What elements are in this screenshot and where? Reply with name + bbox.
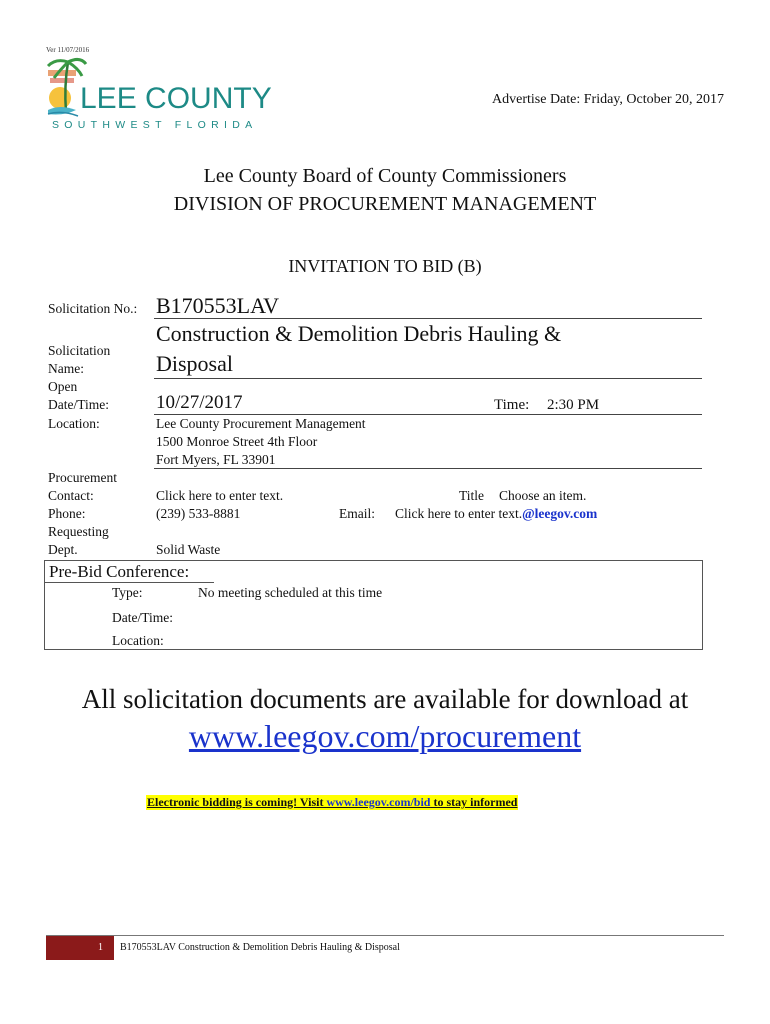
logo-main-text: LEE COUNTY <box>80 82 272 115</box>
prebid-title: Pre-Bid Conference: <box>49 562 190 581</box>
dept-label: Dept. <box>48 542 78 557</box>
title-label: Title <box>459 488 485 503</box>
phone-value: (239) 533-8881 <box>156 506 241 521</box>
page-number-box <box>46 936 114 960</box>
procurement-link[interactable]: www.leegov.com/procurement <box>188 718 582 754</box>
download-message: All solicitation documents are available for download at <box>81 684 689 714</box>
prebid-type-value: No meeting scheduled at this time <box>198 585 383 600</box>
board-title: Lee County Board of County Commissioners <box>203 165 567 187</box>
solicitation-label: Solicitation <box>48 343 111 358</box>
solicitation-no-value: B170553LAV <box>156 293 280 318</box>
logo-sub-text: SOUTHWEST FLORIDA <box>52 119 258 131</box>
location-label: Location: <box>48 416 100 431</box>
divider <box>154 468 702 469</box>
location-line1: Lee County Procurement Management <box>156 416 366 431</box>
requesting-label: Requesting <box>48 524 109 539</box>
email-label: Email: <box>339 506 375 521</box>
email-field[interactable] <box>395 505 597 523</box>
open-date-value: 10/27/2017 <box>156 392 243 413</box>
phone-label: Phone: <box>48 506 86 521</box>
division-title: DIVISION OF PROCUREMENT MANAGEMENT <box>173 193 597 215</box>
title-dropdown[interactable]: Choose an item. <box>499 488 587 503</box>
divider <box>154 378 702 379</box>
email-domain: @leegov.com <box>522 506 598 521</box>
time-label: Time: <box>494 397 530 413</box>
solicitation-name-line1: Construction & Demolition Debris Hauling & <box>156 321 562 346</box>
bid-link[interactable]: www.leegov.com/bid <box>326 795 431 809</box>
name-label: Name: <box>48 361 84 376</box>
page-number: 1 <box>98 942 103 953</box>
notice-text-2: to stay informed <box>430 795 518 809</box>
footer-text: B170553LAV Construction & Demolition Debris Hauling & Disposal <box>120 942 400 953</box>
divider <box>44 582 214 583</box>
invitation-title: INVITATION TO BID (B) <box>288 256 482 276</box>
prebid-location-label: Location: <box>112 633 164 648</box>
time-value: 2:30 PM <box>547 397 600 413</box>
contact-field[interactable]: Click here to enter text. <box>156 488 284 503</box>
prebid-datetime-label: Date/Time: <box>112 610 174 625</box>
version-label: Ver 11/07/2016 <box>46 46 90 54</box>
contact-label: Contact: <box>48 488 94 503</box>
prebid-type-label: Type: <box>112 585 143 600</box>
dept-value: Solid Waste <box>156 542 221 557</box>
solicitation-no-label: Solicitation No.: <box>48 301 138 316</box>
location-line2: 1500 Monroe Street 4th Floor <box>156 434 318 449</box>
divider <box>154 318 702 319</box>
electronic-bidding-notice <box>146 795 518 810</box>
solicitation-name-line2: Disposal <box>156 351 233 376</box>
notice-text-1: Electronic bidding is coming! Visit <box>147 795 327 809</box>
procurement-label: Procurement <box>48 470 117 485</box>
open-label: Open <box>48 379 78 394</box>
location-line3: Fort Myers, FL 33901 <box>156 452 276 467</box>
footer-divider <box>46 935 724 936</box>
advertise-date: Advertise Date: Friday, October 20, 2017 <box>492 92 724 107</box>
email-prefix[interactable]: Click here to enter text. <box>395 506 523 521</box>
date-time-label: Date/Time: <box>48 397 110 412</box>
